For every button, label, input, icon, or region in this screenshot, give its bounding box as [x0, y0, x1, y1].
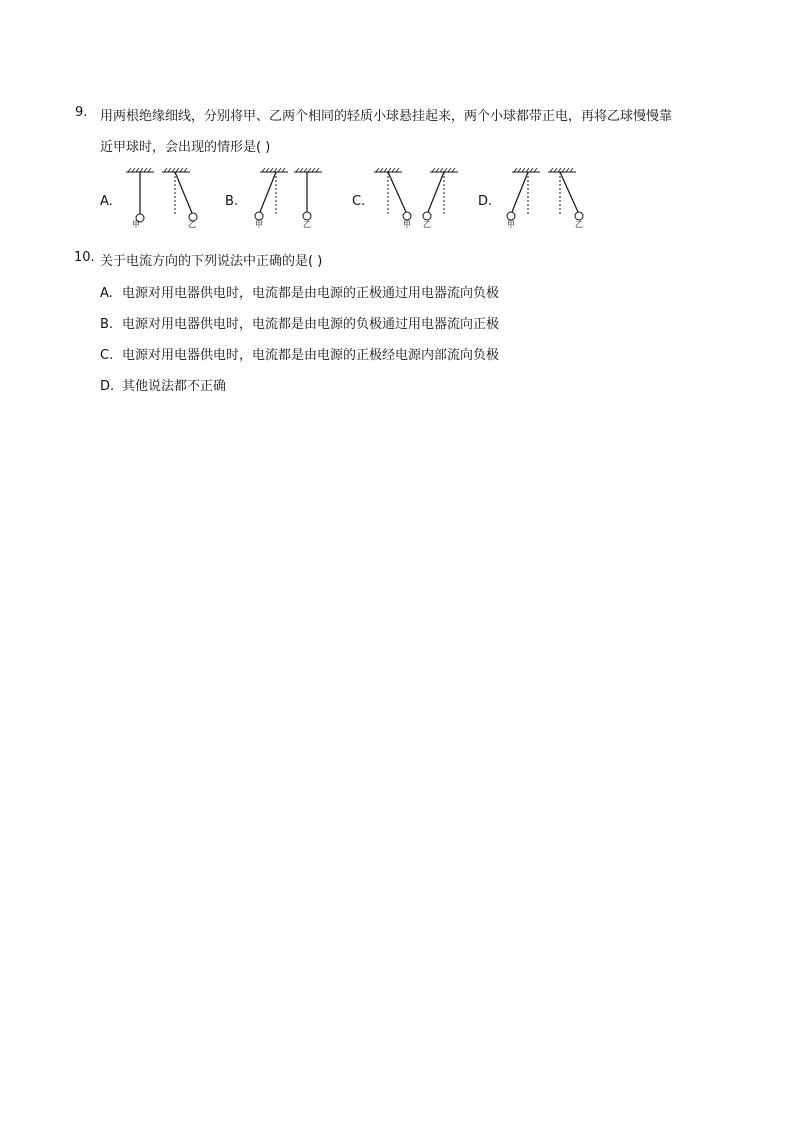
q9-option-c-letter: C. [352, 194, 366, 209]
q10-option-b-text: 电源对用电器供电时，电流都是由电源的负极通过用电器流向正极 [122, 317, 500, 332]
q9-c-ball-right-label: 乙 [423, 220, 431, 229]
q10-option-a-text: 电源对用电器供电时，电流都是由电源的正极通过用电器流向负极 [122, 286, 500, 301]
q10-option-d-letter: D. [100, 379, 115, 394]
question-10-line-1: 关于电流方向的下列说法中正确的是( ) [100, 254, 323, 269]
q9-option-c-figure [372, 166, 472, 232]
q10-option-d [100, 375, 226, 394]
question-9-line-1: 用两根绝缘细线，分别将甲、乙两个相同的轻质小球悬挂起来，两个小球都带正电，再将乙球慢慢靠 [100, 109, 673, 124]
q9-option-b-letter: B. [225, 194, 239, 209]
q10-option-c-text: 电源对用电器供电时，电流都是由电源的正极经电源内部流向负极 [122, 348, 500, 363]
q9-c-ball-left-label: 甲 [403, 220, 411, 229]
q10-option-d-text: 其他说法都不正确 [122, 379, 227, 394]
q10-option-b [100, 313, 499, 332]
question-9-number: 9. [75, 105, 88, 120]
q10-option-c-letter: C. [100, 348, 114, 363]
q10-option-a-letter: A. [100, 286, 113, 301]
q9-b-ball-left-label: 甲 [255, 220, 263, 229]
q9-d-ball-left-label: 甲 [507, 220, 515, 229]
q10-option-c [100, 344, 499, 363]
q9-option-d-letter: D. [478, 194, 493, 209]
q9-option-a-letter: A. [100, 194, 113, 209]
question-10-number: 10. [74, 250, 95, 265]
q10-option-a [100, 282, 499, 301]
question-9-line-2: 近甲球时，会出现的情形是( ) [100, 140, 271, 155]
q9-d-ball-right-label: 乙 [575, 220, 583, 229]
q9-a-ball-right-label: 乙 [188, 220, 196, 229]
q9-a-ball-left-label: 甲 [132, 220, 140, 229]
q9-b-ball-right-label: 乙 [303, 220, 311, 229]
q10-option-b-letter: B. [100, 317, 114, 332]
